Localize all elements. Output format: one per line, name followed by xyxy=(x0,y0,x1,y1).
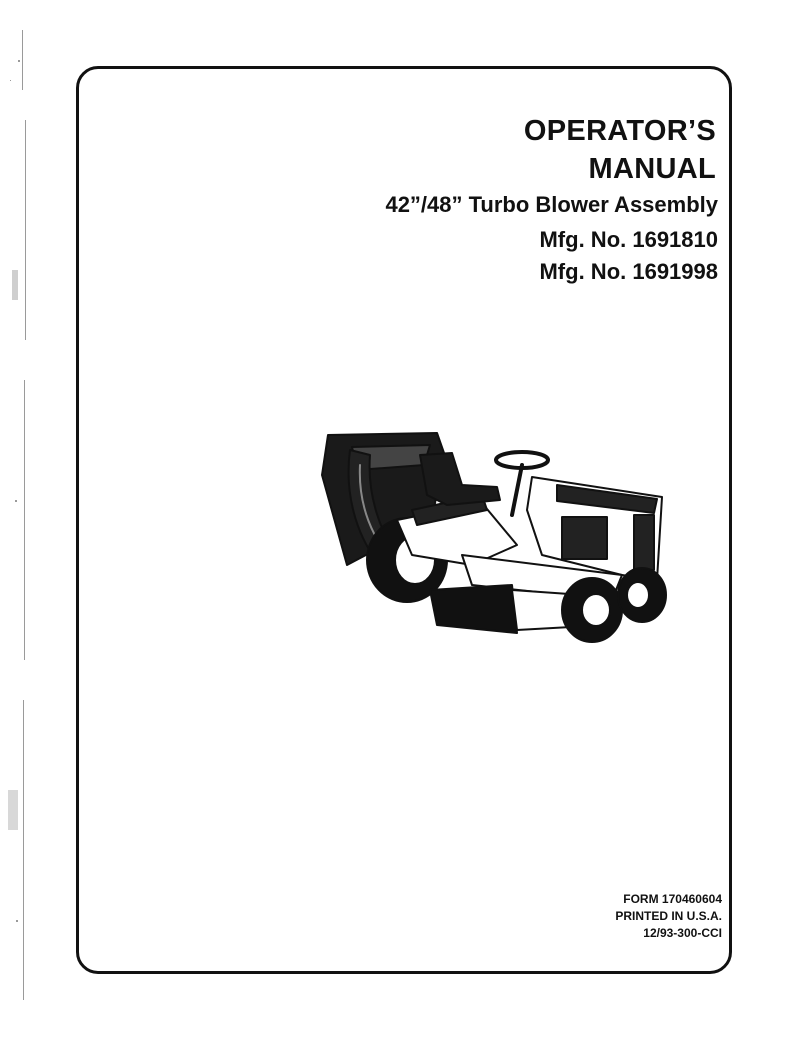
form-info-block xyxy=(615,891,722,942)
mfg-number-1: Mfg. No. 1691810 xyxy=(539,227,718,252)
print-code: 12/93-300-CCI xyxy=(643,926,722,940)
scan-edge-noise xyxy=(0,0,40,1045)
form-number: FORM 170460604 xyxy=(623,892,722,906)
mfg-number-2: Mfg. No. 1691998 xyxy=(539,259,718,284)
manual-title xyxy=(524,112,716,188)
product-subtitle: 42”/48” Turbo Blower Assembly xyxy=(385,192,718,217)
printed-in: PRINTED IN U.S.A. xyxy=(615,909,722,923)
title-line-2: MANUAL xyxy=(588,153,716,185)
title-line-1: OPERATOR’S xyxy=(523,115,716,147)
riding-mower-with-blower-illustration xyxy=(312,425,672,645)
